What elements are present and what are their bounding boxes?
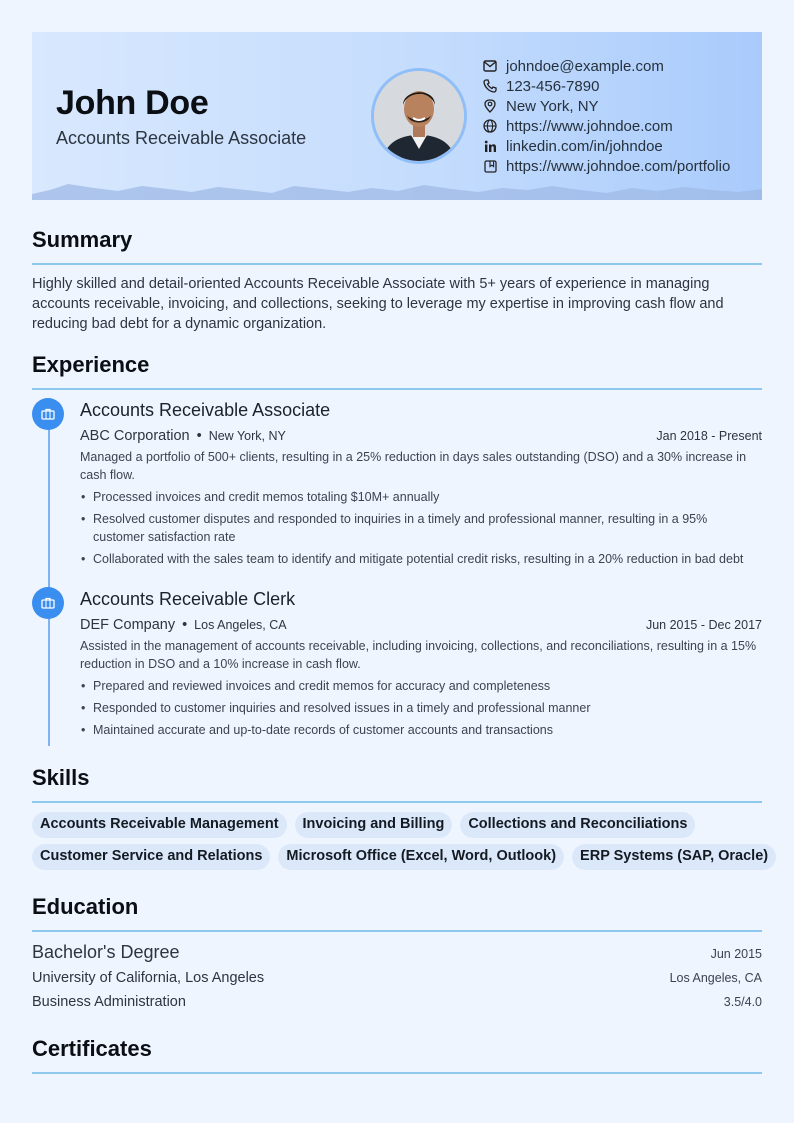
job-bullet: • Prepared and reviewed invoices and credit memos for accuracy and completeness [80,677,762,695]
skills-heading: Skills [32,765,90,790]
contact-linkedin[interactable] [482,136,730,156]
profile-photo [371,68,467,164]
job-bullets [80,677,762,739]
globe-icon [482,118,498,134]
job-meta: DEF Company • Los Angeles, CA Jun 2015 - Dec 2017 [80,617,762,633]
job-bullet: • Maintained accurate and up-to-date records of customer accounts and transactions [80,721,762,739]
skill-tag: Customer Service and Relations [32,844,270,870]
education-location: Los Angeles, CA [669,971,762,985]
job-location: Los Angeles, CA [194,618,287,632]
contact-location [482,96,730,116]
portfolio-icon [482,158,498,174]
job-location: New York, NY [208,429,286,443]
contact-website-text: https://www.johndoe.com [506,117,673,135]
linkedin-icon [482,138,498,154]
contact-website[interactable] [482,116,730,136]
skills-divider [32,801,762,803]
location-icon [482,98,498,114]
education-school-row [32,970,762,986]
certificates-divider [32,1072,762,1074]
education-date: Jun 2015 [710,947,762,961]
contact-list [482,56,730,176]
summary-text: Highly skilled and detail-oriented Accounts Receivable Associate with 5+ years of experience in managing accounts receivable, invoicing, and collections, seeking to leverage my expertise in improving cash flow and reducing bad debt for a dynamic organization. [32,276,724,332]
job-company: DEF Company [80,617,176,633]
job-entry [80,400,762,572]
briefcase-icon [32,398,64,430]
email-icon [482,58,498,74]
education-degree-row [32,942,762,963]
job-bullet: • Resolved customer disputes and responded to inquiries in a timely and professional manner, resulting in a 95% customer satisfaction rate [80,510,762,546]
job-bullet: • Collaborated with the sales team to identify and mitigate potential credit risks, resulting in a 20% reduction in bad debt [80,550,762,568]
certificates-heading: Certificates [32,1036,152,1061]
contact-portfolio-text: https://www.johndoe.com/portfolio [506,157,731,175]
candidate-title: Accounts Receivable Associate [56,128,307,148]
experience-timeline [48,412,50,746]
job-entry [80,589,762,743]
job-bullets [80,488,762,568]
job-title: Accounts Receivable Clerk [80,589,296,609]
resume-header [32,32,762,200]
education-field-row [32,994,762,1010]
job-dates: Jan 2018 - Present [656,429,762,443]
education-school: University of California, Los Angeles [32,970,265,986]
contact-portfolio[interactable] [482,156,730,176]
job-description: Managed a portfolio of 500+ clients, resulting in a 25% reduction in days sales outstanding (DSO) and a 30% increase in cash flow. [80,450,747,482]
contact-email[interactable] [482,56,730,76]
job-company: ABC Corporation [80,428,190,444]
contact-phone[interactable] [482,76,730,96]
skill-tag: Collections and Reconciliations [460,812,695,838]
candidate-name: John Doe [56,84,209,122]
job-title: Accounts Receivable Associate [80,400,331,420]
contact-location-text: New York, NY [506,97,599,115]
briefcase-icon [32,587,64,619]
contact-email-text: johndoe@example.com [506,57,664,75]
skills-list [32,812,769,876]
education-divider [32,930,762,932]
phone-icon [482,78,498,94]
skill-tag: Microsoft Office (Excel, Word, Outlook) [278,844,564,870]
skill-tag: Invoicing and Billing [295,812,453,838]
summary-heading: Summary [32,227,133,252]
education-degree: Bachelor's Degree [32,942,180,962]
experience-divider [32,388,762,390]
job-bullet: • Processed invoices and credit memos totaling $10M+ annually [80,488,762,506]
job-dates: Jun 2015 - Dec 2017 [645,618,762,632]
job-description: Assisted in the management of accounts receivable, including invoicing, collections, and reconciliations, resulting in a 15% reduction in DSO and a 10% increase in cash flow. [80,639,757,671]
mountain-decoration [32,180,762,200]
contact-phone-text: 123-456-7890 [506,77,600,95]
education-gpa: 3.5/4.0 [723,995,762,1009]
skill-tag: ERP Systems (SAP, Oracle) [572,844,776,870]
contact-linkedin-text: linkedin.com/in/johndoe [506,137,663,155]
education-field: Business Administration [32,994,186,1010]
summary-divider [32,263,762,265]
job-bullet: • Responded to customer inquiries and resolved issues in a timely and professional manner [80,699,762,717]
skill-tag: Accounts Receivable Management [32,812,287,838]
job-meta: ABC Corporation • New York, NY Jan 2018 - Present [80,428,762,444]
education-heading: Education [32,894,139,919]
experience-heading: Experience [32,352,150,377]
